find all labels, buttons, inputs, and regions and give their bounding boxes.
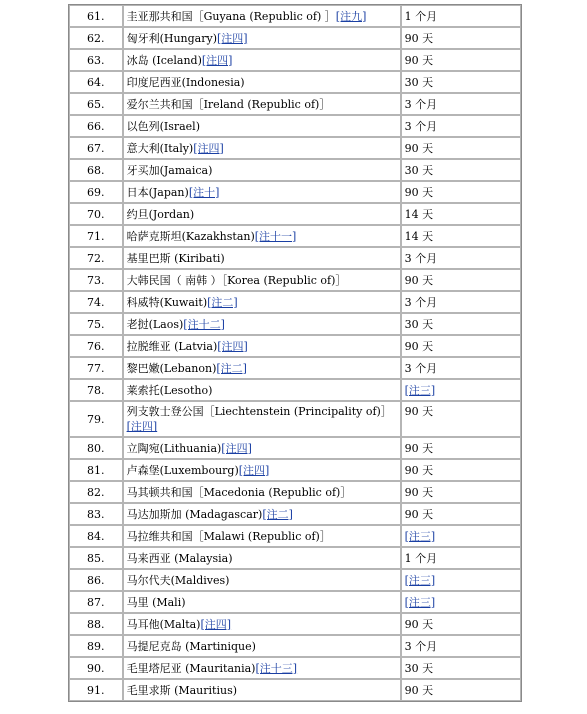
table-row [69,159,521,181]
stay-period-cell [401,247,521,269]
country-name: 马达加斯加 (Madagascar) [126,507,263,521]
footnote-link[interactable]: [注二] [262,507,293,521]
stay-period: 90 天 [404,31,434,45]
stay-period: 3 个月 [404,295,438,309]
stay-period: 30 天 [404,163,434,177]
stay-period-cell [401,657,521,679]
country-name: 匈牙利(Hungary) [126,31,217,45]
row-number: 62. [69,27,123,49]
footnote-link[interactable]: [注四] [238,463,270,477]
table-row [69,49,521,71]
stay-period: 90 天 [404,683,434,697]
country-name: 卢森堡(Luxembourg) [126,463,239,477]
country-name: 老挝(Laos) [126,317,184,331]
footnote-link[interactable]: [注九] [335,9,367,23]
country-name: 马提尼克岛 (Martinique) [126,639,256,653]
stay-period-cell [401,437,521,459]
stay-period: 1 个月 [404,551,438,565]
stay-period: 90 天 [404,141,434,155]
country-cell [123,225,401,247]
stay-period-cell [401,379,521,401]
country-cell [123,203,401,225]
stay-period-cell [401,401,521,437]
table-body [69,5,521,701]
table-row [69,115,521,137]
period-footnote-link[interactable]: [注三] [404,529,436,543]
country-cell [123,503,401,525]
row-number: 78. [69,379,123,401]
country-name: 毛里塔尼亚 (Mauritania) [126,661,256,675]
country-cell [123,657,401,679]
stay-period-cell [401,181,521,203]
row-number: 70. [69,203,123,225]
country-name: 毛里求斯 (Mauritius) [126,683,238,697]
country-name: 马拉维共和国［Malawi (Republic of)］ [126,529,331,543]
row-number: 87. [69,591,123,613]
table-row [69,335,521,357]
footnote-link[interactable]: [注十三] [255,661,298,675]
table-row [69,357,521,379]
country-cell [123,49,401,71]
row-number: 80. [69,437,123,459]
row-number: 91. [69,679,123,701]
stay-period: 90 天 [404,405,434,418]
row-number: 69. [69,181,123,203]
row-number: 68. [69,159,123,181]
country-name: 大韩民国（ 南韩 ）［Korea (Republic of)］ [126,273,347,287]
row-number: 71. [69,225,123,247]
stay-period: 3 个月 [404,639,438,653]
stay-period-cell [401,115,521,137]
footnote-link[interactable]: [注二] [207,295,238,309]
table-row [69,247,521,269]
table-row [69,137,521,159]
row-number: 65. [69,93,123,115]
stay-period-cell [401,27,521,49]
table-row [69,27,521,49]
country-cell [123,379,401,401]
stay-period: 90 天 [404,273,434,287]
stay-period-cell [401,71,521,93]
footnote-link[interactable]: [注十二] [183,317,225,331]
stay-period: 3 个月 [404,361,438,375]
country-name: 基里巴斯 (Kiribati) [126,251,225,265]
country-cell [123,269,401,291]
footnote-link[interactable]: [注四] [200,617,232,631]
footnote-link[interactable]: [注十一] [254,229,297,243]
stay-period-cell [401,503,521,525]
row-number: 61. [69,5,123,27]
country-cell [123,613,401,635]
stay-period: 30 天 [404,661,434,675]
stay-period-cell [401,525,521,547]
row-number: 79. [69,401,123,437]
stay-period-cell [401,591,521,613]
stay-period-cell [401,203,521,225]
table-row [69,591,521,613]
country-name: 马耳他(Malta) [126,617,201,631]
table-row [69,635,521,657]
footnote-link[interactable]: [注四] [217,31,248,45]
stay-period: 1 个月 [404,9,438,23]
stay-period-cell [401,635,521,657]
country-cell [123,291,401,313]
country-name: 黎巴嫩(Lebanon) [126,361,217,375]
stay-period-cell [401,679,521,701]
stay-period: 90 天 [404,617,434,631]
row-number: 66. [69,115,123,137]
row-number: 74. [69,291,123,313]
table-row [69,657,521,679]
country-name: 圭亚那共和国［Guyana (Republic of) ］ [126,9,336,23]
table-row [69,93,521,115]
country-name: 拉脱维亚 (Latvia) [126,339,218,353]
stay-period: 90 天 [404,339,434,353]
country-cell [123,137,401,159]
stay-period-cell [401,5,521,27]
stay-period: 3 个月 [404,251,438,265]
stay-period-cell [401,481,521,503]
stay-period-cell [401,459,521,481]
table-row [69,71,521,93]
table-row [69,613,521,635]
stay-period: 3 个月 [404,119,438,133]
table-row [69,181,521,203]
row-number: 88. [69,613,123,635]
stay-period: 90 天 [404,507,434,521]
stay-period-cell [401,313,521,335]
stay-period: 14 天 [404,207,434,221]
table-row [69,459,521,481]
stay-period-cell [401,613,521,635]
row-number: 64. [69,71,123,93]
stay-period-cell [401,291,521,313]
row-number: 86. [69,569,123,591]
stay-period-cell [401,49,521,71]
table-row [69,481,521,503]
table-row [69,203,521,225]
country-name: 科威特(Kuwait) [126,295,208,309]
stay-period: 30 天 [404,75,434,89]
footnote-link[interactable]: [注四] [217,339,248,353]
country-name: 牙买加(Jamaica) [126,163,213,177]
country-cell [123,357,401,379]
country-name: 以色列(Israel) [126,119,200,133]
row-number: 82. [69,481,123,503]
footnote-link[interactable]: [注四] [126,420,158,433]
row-number: 90. [69,657,123,679]
country-cell [123,313,401,335]
table-row [69,547,521,569]
table-row [69,679,521,701]
table-row [69,437,521,459]
row-number: 77. [69,357,123,379]
country-cell [123,459,401,481]
country-name: 马来西亚 (Malaysia) [126,551,233,565]
country-name: 马其顿共和国［Macedonia (Republic of)］ [126,485,352,499]
country-cell [123,569,401,591]
stay-period: 3 个月 [404,97,438,111]
table-row [69,5,521,27]
country-name: 哈萨克斯坦(Kazakhstan) [126,229,255,243]
country-cell [123,93,401,115]
row-number: 67. [69,137,123,159]
country-cell [123,335,401,357]
country-cell [123,181,401,203]
period-footnote-link[interactable]: [注三] [404,595,436,609]
row-number: 63. [69,49,123,71]
country-name: 意大利(Italy) [126,141,194,155]
footnote-link[interactable]: [注四] [201,53,233,67]
row-number: 73. [69,269,123,291]
country-cell [123,525,401,547]
table-row [69,291,521,313]
country-cell [123,5,401,27]
stay-period-cell [401,357,521,379]
stay-period: 90 天 [404,441,434,455]
row-number: 85. [69,547,123,569]
country-name: 立陶宛(Lithuania) [126,441,222,455]
table-row [69,379,521,401]
stay-period: 90 天 [404,463,434,477]
stay-period-cell [401,137,521,159]
table-row [69,313,521,335]
stay-period: 30 天 [404,317,434,331]
table-row [69,401,521,437]
stay-period-cell [401,547,521,569]
row-number: 72. [69,247,123,269]
visa-free-countries-table [68,4,522,702]
country-name: 约旦(Jordan) [126,207,195,221]
country-cell [123,635,401,657]
stay-period-cell [401,225,521,247]
row-number: 81. [69,459,123,481]
table-row [69,503,521,525]
country-name: 爱尔兰共和国［Ireland (Republic of)］ [126,97,331,111]
stay-period-cell [401,569,521,591]
row-number: 84. [69,525,123,547]
country-cell [123,115,401,137]
row-number: 83. [69,503,123,525]
country-cell [123,247,401,269]
country-cell [123,679,401,701]
country-name: 日本(Japan) [126,185,189,199]
stay-period: 90 天 [404,53,434,67]
row-number: 76. [69,335,123,357]
period-footnote-link[interactable]: [注三] [404,573,436,587]
country-cell [123,547,401,569]
country-cell [123,159,401,181]
country-name: 列支敦士登公国［Liechtenstein (Principality of)］ [126,405,392,418]
row-number: 89. [69,635,123,657]
table-row [69,569,521,591]
country-name: 莱索托(Lesotho) [126,383,213,397]
country-cell [123,71,401,93]
country-name: 印度尼西亚(Indonesia) [126,75,245,89]
country-cell [123,401,401,437]
stay-period-cell [401,335,521,357]
period-footnote-link[interactable]: [注三] [404,383,436,397]
stay-period-cell [401,159,521,181]
stay-period: 90 天 [404,485,434,499]
stay-period-cell [401,93,521,115]
visa-table-container [68,4,522,702]
footnote-link[interactable]: [注四] [221,441,252,455]
country-cell [123,591,401,613]
footnote-link[interactable]: [注四] [193,141,224,155]
stay-period: 14 天 [404,229,434,243]
table-row [69,269,521,291]
stay-period-cell [401,269,521,291]
table-row [69,525,521,547]
country-name: 马尔代夫(Maldives) [126,573,230,587]
footnote-link[interactable]: [注二] [216,361,247,375]
country-cell [123,437,401,459]
country-name: 马里 (Mali) [126,595,186,609]
footnote-link[interactable]: [注十] [188,185,220,199]
table-row [69,225,521,247]
row-number: 75. [69,313,123,335]
country-cell [123,481,401,503]
country-name: 冰岛 (Iceland) [126,53,202,67]
stay-period: 90 天 [404,185,434,199]
country-cell [123,27,401,49]
